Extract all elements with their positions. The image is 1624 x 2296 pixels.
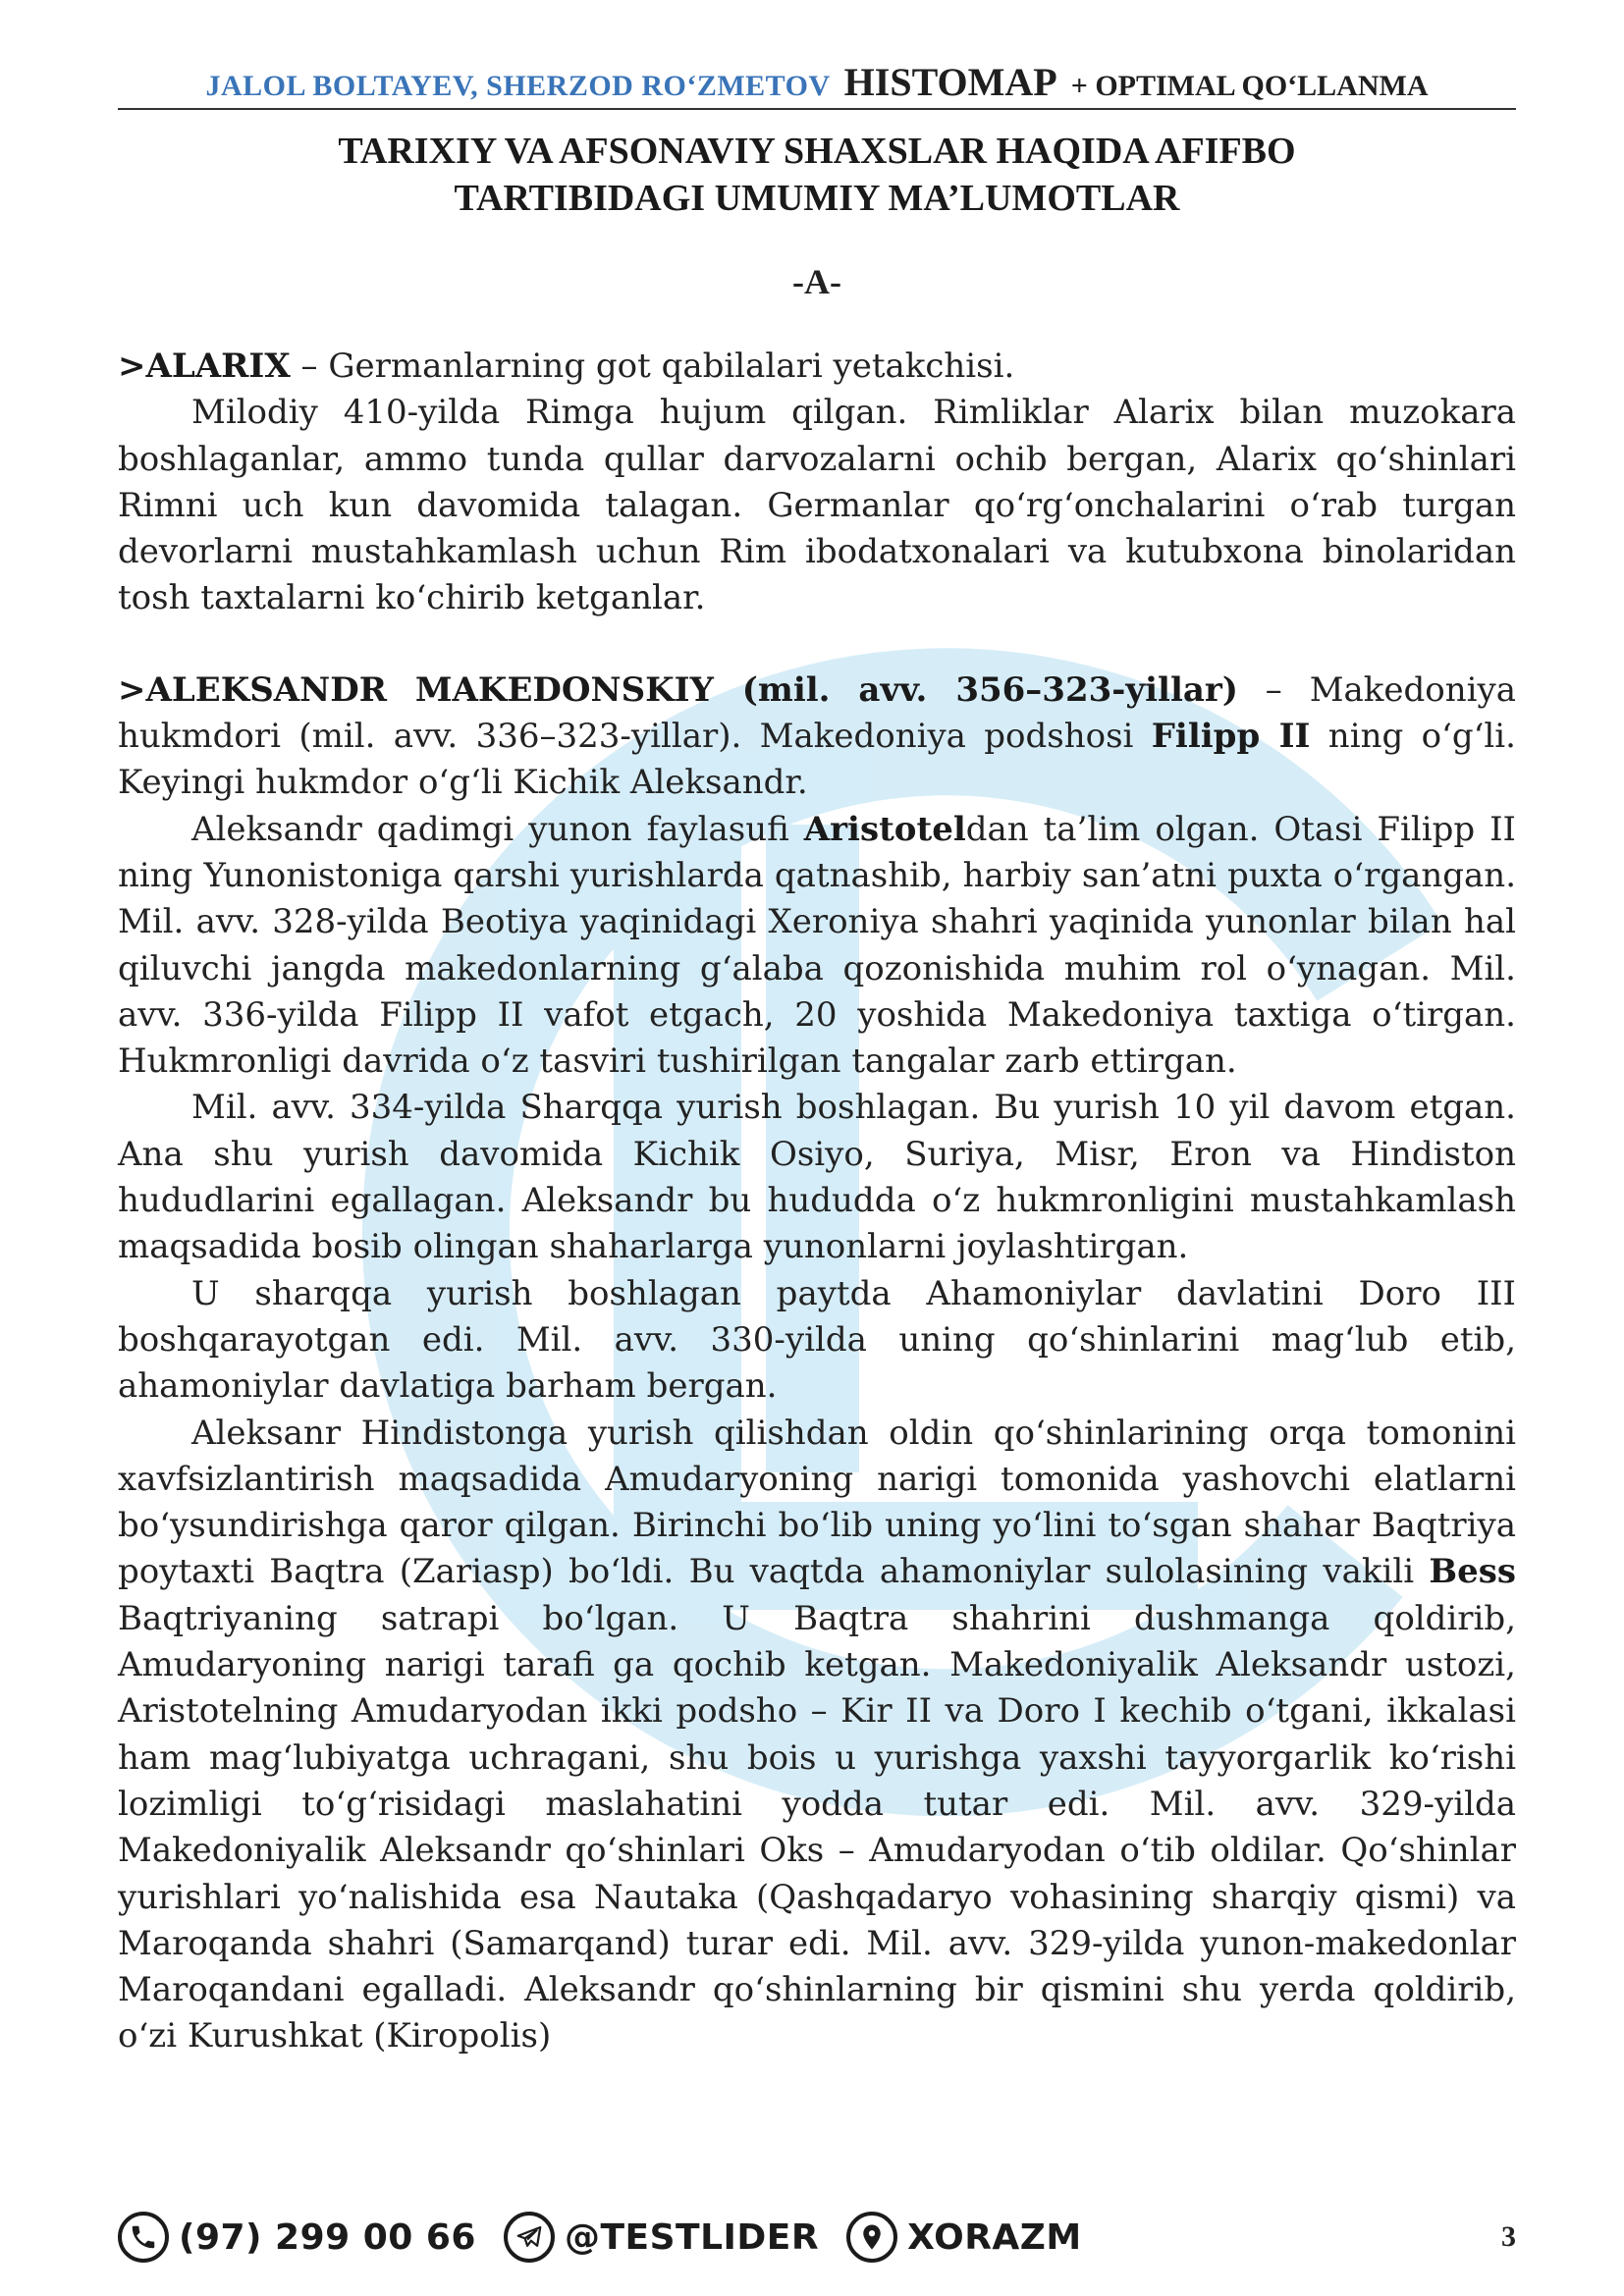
entry-aleksandr-paragraph-2: Mil. avv. 334-yilda Sharqqa yurish boshlagan. Bu yurish 10 yil davom etgan. Ana shu yurish davomida Kichik Osiyo, Suriya, Misr, Eron va Hindiston hududlarini egallagan. Aleksandr bu hududda o‘z hukmronligini mustahkamlash maqsadida bosib olingan shaharlarga yunonlarni joylashtirgan. [118, 1088, 1516, 1267]
title-line-1: TARIXIY VA AFSONAVIY SHAXSLAR HAQIDA AFIFBO [338, 131, 1296, 172]
title-line-2: TARTIBIDAGI UMUMIY MA’LUMOTLAR [454, 178, 1180, 219]
header-brand: HISTOMAP [843, 60, 1057, 104]
entry-alarix [118, 344, 1516, 622]
telegram-icon [504, 2212, 555, 2263]
page-header [118, 59, 1516, 110]
entry-aleksandr-heading [118, 667, 1516, 807]
section-letter: -A- [792, 262, 841, 301]
location-pin-icon [846, 2212, 897, 2263]
paragraph-4-part-a: Aleksanr Hindistonga yurish qilishdan oldin qo‘shinlarining orqa tomonini xavfsizlantirish maqsadida Amudaryoning narigi tomonida yashovchi elatlarni bo‘ysundirishga qaror qilgan. Birinchi bo‘lib uning yo‘lini to‘sgan shahar Baqtriya poytaxti Baqtra (Zariasp) bo‘ldi. Bu vaqtda ahamoniylar sulolasining vakili [118, 1413, 1516, 1592]
footer-location-text: XORAZM [907, 2216, 1082, 2258]
term-filipp: Filipp II [1151, 717, 1311, 757]
paragraph-4-part-b: Baqtriyaning satrapi bo‘lgan. U Baqtra shahrini dushmanga qoldirib, Amudaryoning narigi tarafi ga qochib ketgan. Makedoniyalik Aleksandr ustozi, Aristotelning Amudaryodan ikki podsho – Kir II va Doro I kechib o‘tgani, ikkalasi ham mag‘lubiyatga uchragani, shu bois u yurishga yaxshi tayyorgarlik ko‘rishi lozimligi to‘g‘risidagi maslahatini yodda tutar edi. Mil. avv. 329-yilda Makedoniyalik Aleksandr qo‘shinlari Oks – Amudaryodan o‘tib oldilar. Qo‘shinlar yurishlari yo‘nalishida esa Nautaka (Qashqadaryo vohasining sharqiy qismi) va Maroqanda shahri (Samarqand) turar edi. Mil. avv. 329-yilda yunon-makedonlar Maroqandani egalladi. Aleksandr qo‘shinlarning bir qismini shu yerda qoldirib, o‘zi Kurushkat (Kiropolis) [118, 1598, 1516, 2056]
term-bess: Bess [1429, 1552, 1516, 1592]
footer-phone [118, 2212, 476, 2263]
entry-aleksandr-paragraph-1 [118, 807, 1516, 1086]
phone-icon [118, 2212, 169, 2263]
paragraph-1-part-b: dan ta’lim olgan. Otasi Filipp II ning Yunonistoniga qarshi yurishlarda qatnashib, harbiy san’atni puxta o‘rgangan. Mil. avv. 328-yilda Beotiya yaqinidagi Xeroniya shahri yaqinida yunonlar bilan hal qiluvchi jangda makedonlarning g‘alaba qozonishida muhim rol o‘ynagan. Mil. avv. 336-yilda Filipp II vafot etgach, 20 yoshida Makedoniya taxtiga o‘tirgan. Hukmronligi davrida o‘z tasviri tushirilgan tangalar zarb ettirgan. [118, 809, 1516, 1082]
footer-location [846, 2212, 1082, 2263]
footer-telegram [504, 2212, 819, 2263]
entry-aleksandr [118, 667, 1516, 2060]
entry-alarix-desc: – Germanlarning got qabilalari yetakchisi. [290, 347, 1015, 386]
entry-alarix-heading [118, 344, 1516, 390]
paragraph-1-part-a: Aleksandr qadimgi yunon faylasufi [191, 809, 804, 849]
entry-aleksandr-desc-b: ning o‘g‘li. Keyingi hukmdor o‘g‘li Kichik Aleksandr. [118, 717, 1516, 803]
term-aristotel: Aristotel [803, 809, 966, 849]
entry-aleksandr-paragraph-4 [118, 1411, 1516, 2060]
entry-aleksandr-name: >ALEKSANDR MAKEDONSKIY (mil. avv. 356–323-yillar) [118, 669, 1238, 710]
footer-phone-text: (97) 299 00 66 [179, 2216, 476, 2258]
entry-alarix-name: >ALARIX [118, 347, 291, 386]
document-page [118, 59, 1516, 2106]
page-title [118, 128, 1516, 222]
page-number: 3 [1501, 2220, 1516, 2253]
header-guide: + OPTIMAL QO‘LLANMA [1070, 70, 1429, 102]
entry-aleksandr-paragraph-3: U sharqqa yurish boshlagan paytda Ahamoniylar davlatini Doro III boshqarayotgan edi. Mil. avv. 330-yilda uning qo‘shinlarini mag‘lub etib, ahamoniylar davlatiga barham bergan. [118, 1273, 1516, 1407]
entry-aleksandr-desc-a: – Makedoniya hukmdori (mil. avv. 336–323-yillar). Makedoniya podshosi [118, 669, 1516, 757]
header-authors: JALOL BOLTAYEV, SHERZOD RO‘ZMETOV [205, 70, 831, 102]
page-footer [118, 2203, 1516, 2271]
footer-telegram-text: @TESTLIDER [564, 2216, 820, 2258]
entry-alarix-paragraph: Milodiy 410-yilda Rimga hujum qilgan. Rimliklar Alarix bilan muzokara boshlaganlar, ammo tunda qullar darvozalarni ochib bergan, Alarix qo‘shinlari Rimni uch kun davomida talagan. Germanlar qo‘rg‘onchalarini o‘rab turgan devorlarni mustahkamlash uchun Rim ibodatxonalari va kutubxona binolaridan tosh taxtalarni ko‘chirib ketganlar. [118, 393, 1516, 618]
